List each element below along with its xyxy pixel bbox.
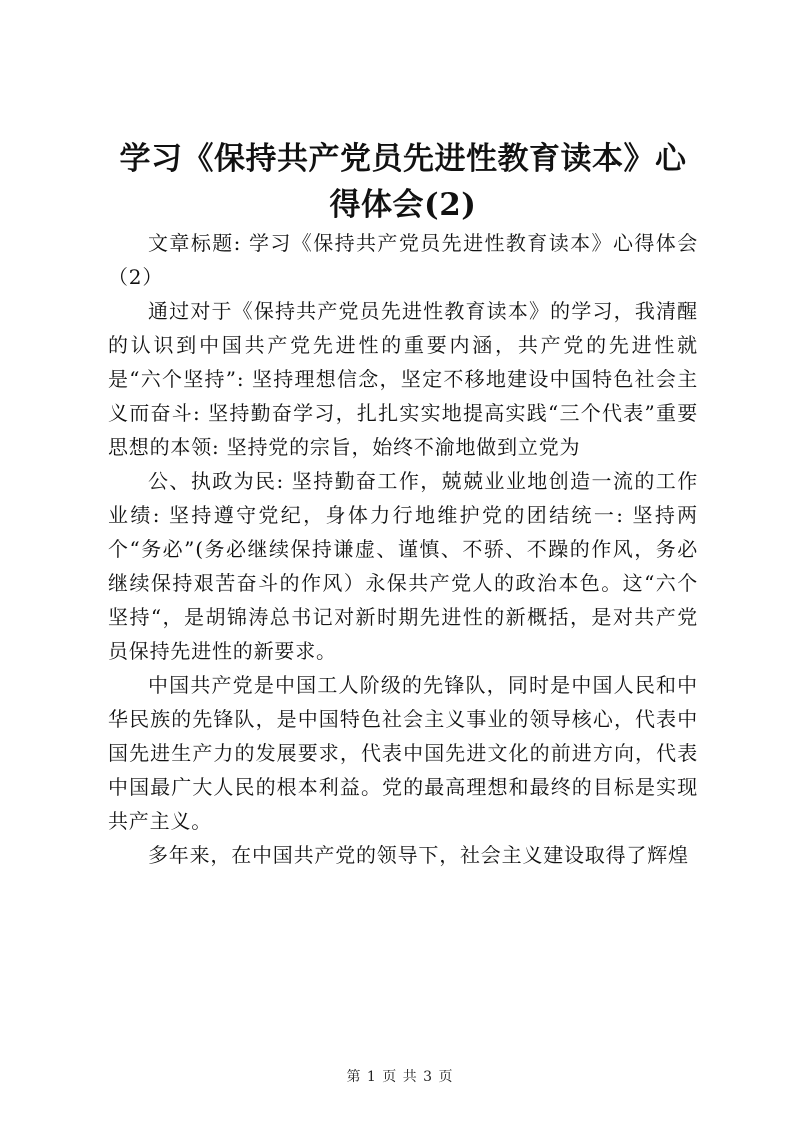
page-footer: 第 1 页 共 3 页	[346, 1069, 454, 1085]
paragraph-vanguard: 中国共产党是中国工人阶级的先锋队，同时是中国人民和中华民族的先锋队，是中国特色社会主义事业的领导核心，代表中国先进生产力的发展要求，代表中国先进文化的前进方向，代表中国最广大人民的根本利益。党的最高理想和最终的目标是实现共产主义。	[108, 673, 698, 833]
paragraph-years-achievements: 多年来，在中国共产党的领导下，社会主义建设取得了辉煌	[148, 843, 689, 867]
paragraph-article-title: 文章标题: 学习《保持共产党员先进性教育读本》心得体会（2）	[108, 231, 698, 289]
document-body	[108, 226, 698, 872]
paragraph-party-for-public: 公、执政为民: 坚持勤奋工作，兢兢业业地创造一流的工作业绩: 坚持遵守党纪，身体力行地维护党的团结统一: 坚持两个“务必”(务必继续保持谦虚、谨慎、不骄、不躁的作风，务必继续保持艰苦奋斗的作风）永保共产党人的政治本色。这“六个坚持“，是胡锦涛总书记对新时期先进性的新概括，是对共产党员保持先进性的新要求。	[108, 469, 698, 663]
paragraph-six-persistences: 通过对于《保持共产党员先进性教育读本》的学习，我清醒的认识到中国共产党先进性的重要内涵，共产党的先进性就是“六个坚持”: 坚持理想信念，坚定不移地建设中国特色社会主义而奋斗: 坚持勤奋学习，扎扎实实地提高实践“三个代表”重要思想的本领: 坚持党的宗旨，始终不渝地做到立党为	[108, 299, 698, 459]
document-title: 学习《保持共产党员先进性教育读本》心得体会(2)	[119, 141, 687, 223]
